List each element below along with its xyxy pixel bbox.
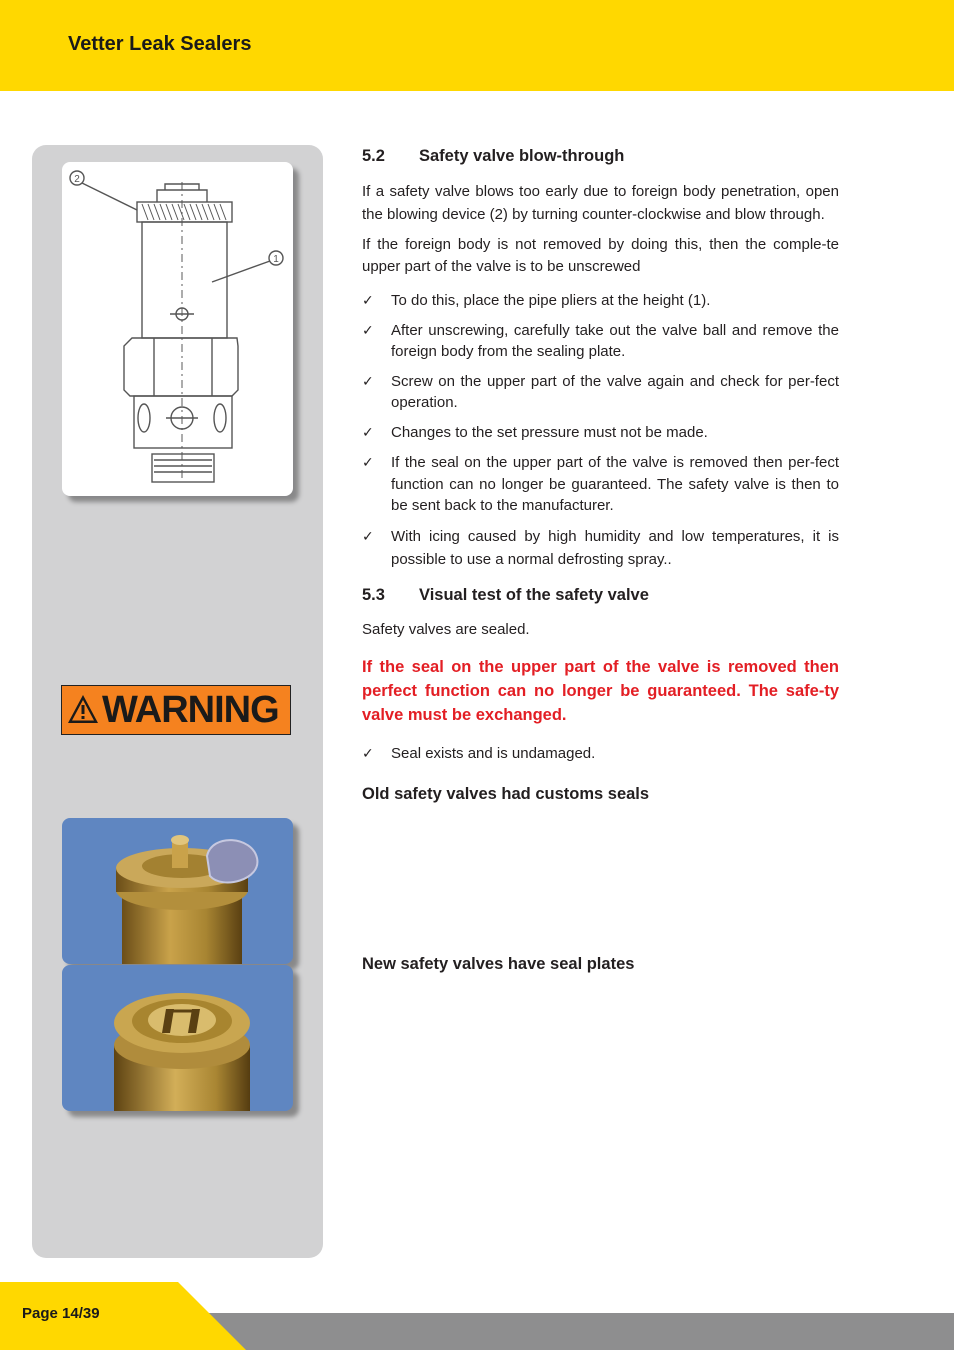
page-number: Page 14/39 [22,1305,100,1322]
checkmark-icon: ✓ [362,423,374,440]
checkmark-icon: ✓ [362,744,374,761]
section-5-3-heading [362,583,839,607]
checkmark-icon: ✓ [362,321,374,338]
warning-sign [61,685,291,735]
document-title: Vetter Leak Sealers [68,33,252,55]
callout-1-label: 1 [273,254,279,265]
old-valves-heading: Old safety valves had customs seals [362,785,650,803]
new-valves-heading: New safety valves have seal plates [362,955,635,973]
warning-statement: If the seal on the upper part of the valve is removed then perfect function can no longer be guaranteed. The safe-ty valve must be exchanged. [362,657,839,724]
section-5-2-checklist [362,290,839,571]
list-item: ✓ With icing caused by high humidity and low temperatures, it is possible to use a normal defrosting spray.. [362,525,839,571]
callout-2-label: 2 [74,174,80,185]
seal-plate-photo-drawing [62,965,293,1111]
section-5-3-checklist [362,743,839,765]
section-5-2-heading [362,144,839,168]
list-item: ✓ If the seal on the upper part of the valve is removed then per-fect function can no longer be guaranteed. The safety valve is then to be sent back to the manufacturer. [362,454,839,514]
customs-seal-photo-drawing [62,818,293,964]
list-item: ✓ Screw on the upper part of the valve again and check for per-fect operation. [362,372,839,411]
checkmark-icon: ✓ [362,527,374,544]
section-5-2-paragraph-2: If the foreign body is not removed by doing this, then the comple-te upper part of the valve is to be unscrewed [362,236,839,275]
section-5-2-title: Safety valve blow-through [419,147,625,165]
old-valve-customs-seal-photo [62,818,293,964]
warning-triangle-icon [67,693,99,725]
section-5-3-paragraph-1: Safety valves are sealed. [362,620,530,638]
section-5-2-number: 5.2 [362,147,385,165]
new-valve-seal-plate-photo [62,965,293,1111]
section-5-3-title: Visual test of the safety valve [419,585,649,604]
section-5-2-paragraph-1: If a safety valve blows too early due to foreign body penetration, open the blowing device (2) by turning counter-clockwise and blow through. [362,183,839,223]
checkmark-icon: ✓ [362,292,374,308]
checkmark-icon: ✓ [362,372,374,389]
list-item: ✓ After unscrewing, carefully take out the valve ball and remove the foreign body from the sealing plate. [362,321,839,360]
list-item: ✓ Changes to the set pressure must not be made. [362,422,839,444]
section-5-3-number: 5.3 [362,585,385,604]
list-item: ✓ To do this, place the pipe pliers at the height (1). [362,290,839,312]
warning-label: WARNING [102,689,279,731]
list-item: ✓ Seal exists and is undamaged. [362,743,839,765]
valve-drawing [62,162,293,496]
page-header [0,0,954,91]
main-content [362,140,839,976]
safety-valve-diagram [62,162,293,496]
checkmark-icon: ✓ [362,454,374,470]
